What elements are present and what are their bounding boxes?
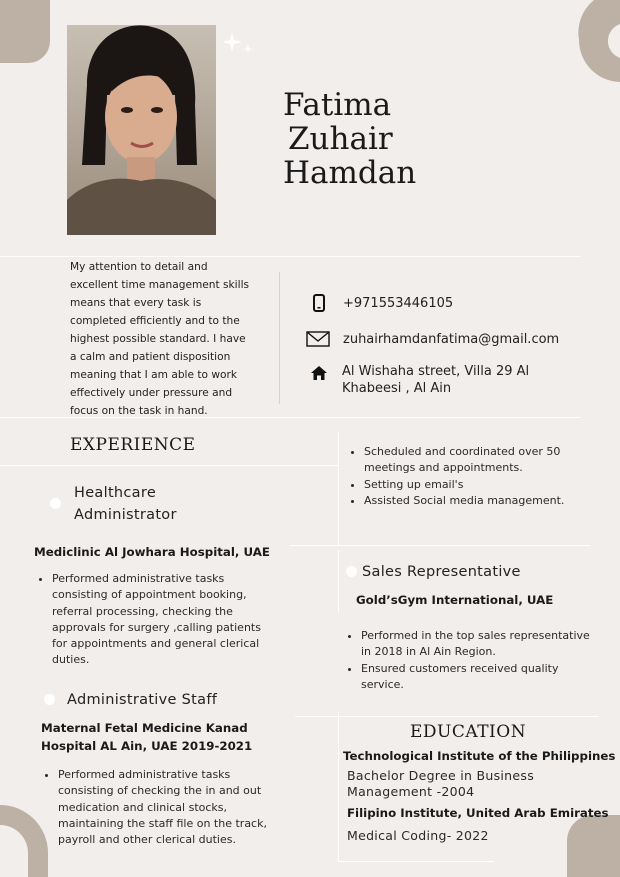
job3-duties-list <box>41 767 283 848</box>
decor-shape-bottom-right <box>567 815 620 877</box>
job-title-line: Administrator <box>74 507 177 523</box>
job-title-line: Healthcare <box>74 485 157 501</box>
decor-shape-top-left <box>0 0 50 63</box>
job2-duties-list <box>344 628 591 693</box>
contact-phone <box>308 294 453 312</box>
contact-email <box>305 330 559 348</box>
list-item: • Scheduled and coordinated over 50 meetings and appointments. <box>364 444 579 477</box>
name-middle: Zuhair <box>288 121 393 157</box>
divider-center-2 <box>338 550 339 612</box>
email-address[interactable]: zuhairhamdanfatima@gmail.com <box>343 331 560 347</box>
job1-duties-list <box>35 571 272 669</box>
decor-arc-top-right <box>566 0 620 82</box>
company-maternal-fetal <box>41 719 252 755</box>
job-title-admin-staff: Administrative Staff <box>67 692 218 708</box>
education-institution-2: Filipino Institute, United Arab Emirates <box>347 806 609 820</box>
list-item: • Assisted Social media management. <box>364 493 579 509</box>
list-item: • Setting up email's <box>364 477 579 493</box>
experience-heading: EXPERIENCE <box>70 435 196 455</box>
job-title-sales: Sales Representative <box>362 564 521 580</box>
sparkle-icon <box>220 30 256 56</box>
address-line-2: Khabeesi , Al Ain <box>342 381 452 396</box>
degree-line: Bachelor Degree in Business <box>347 768 535 783</box>
name-last: Hamdan <box>283 155 417 191</box>
phone-number[interactable]: +971553446105 <box>343 295 454 311</box>
divider-about-contact <box>279 272 280 404</box>
divider-center <box>338 432 339 546</box>
profile-photo <box>67 25 216 235</box>
name-first: Fatima <box>283 87 392 123</box>
list-item: • Ensured customers received quality service. <box>361 661 591 694</box>
company-line: Maternal Fetal Medicine Kanad <box>41 721 248 735</box>
company-golds-gym: Gold’sGym International, UAE <box>356 593 554 607</box>
divider-top <box>0 256 580 257</box>
company-line: Hospital AL Ain, UAE 2019-2021 <box>41 739 253 753</box>
phone-icon <box>308 294 330 312</box>
divider-education <box>338 712 339 862</box>
about-text: My attention to detail and excellent time management skills means that every task is completed efficiently and to the highest possible standard. I have a calm and patient disposition meaning that I am able to work effectively under pressure and focus on the task in hand. <box>70 261 250 417</box>
degree-line: Management -2004 <box>347 784 475 799</box>
list-item: • Performed administrative tasks consisting of appointment booking, referral processing, checking the approvals for surgery ,calling patients for appointments and general clerical duties. <box>52 571 272 669</box>
full-name <box>283 88 416 190</box>
divider-experience <box>0 465 338 466</box>
home-icon <box>308 364 330 382</box>
education-degree-1 <box>347 768 534 800</box>
divider-bottom <box>338 861 494 862</box>
contact-address <box>308 363 529 397</box>
timeline-dot <box>346 566 357 577</box>
envelope-icon <box>305 330 330 348</box>
address-line-1: Al Wishaha street, Villa 29 Al <box>342 364 530 379</box>
company-mediclinic: Mediclinic Al Jowhara Hospital, UAE <box>34 545 270 559</box>
education-heading: EDUCATION <box>410 722 527 742</box>
divider-job3 <box>295 716 598 717</box>
education-degree-2: Medical Coding- 2022 <box>347 828 489 843</box>
list-item: • Performed administrative tasks consisting of checking the in and out medication and clinical stocks, maintaining the staff file on the track, payroll and other clerical duties. <box>58 767 283 848</box>
timeline-dot <box>44 694 55 705</box>
divider-job1 <box>290 545 590 546</box>
list-item: • Performed in the top sales representative in 2018 in Al Ain Region. <box>361 628 591 661</box>
timeline-dot <box>50 498 61 509</box>
education-institution-1: Technological Institute of the Philippines <box>343 749 616 763</box>
job-title-healthcare <box>74 482 177 526</box>
job1-duties-list-continued <box>347 444 579 509</box>
